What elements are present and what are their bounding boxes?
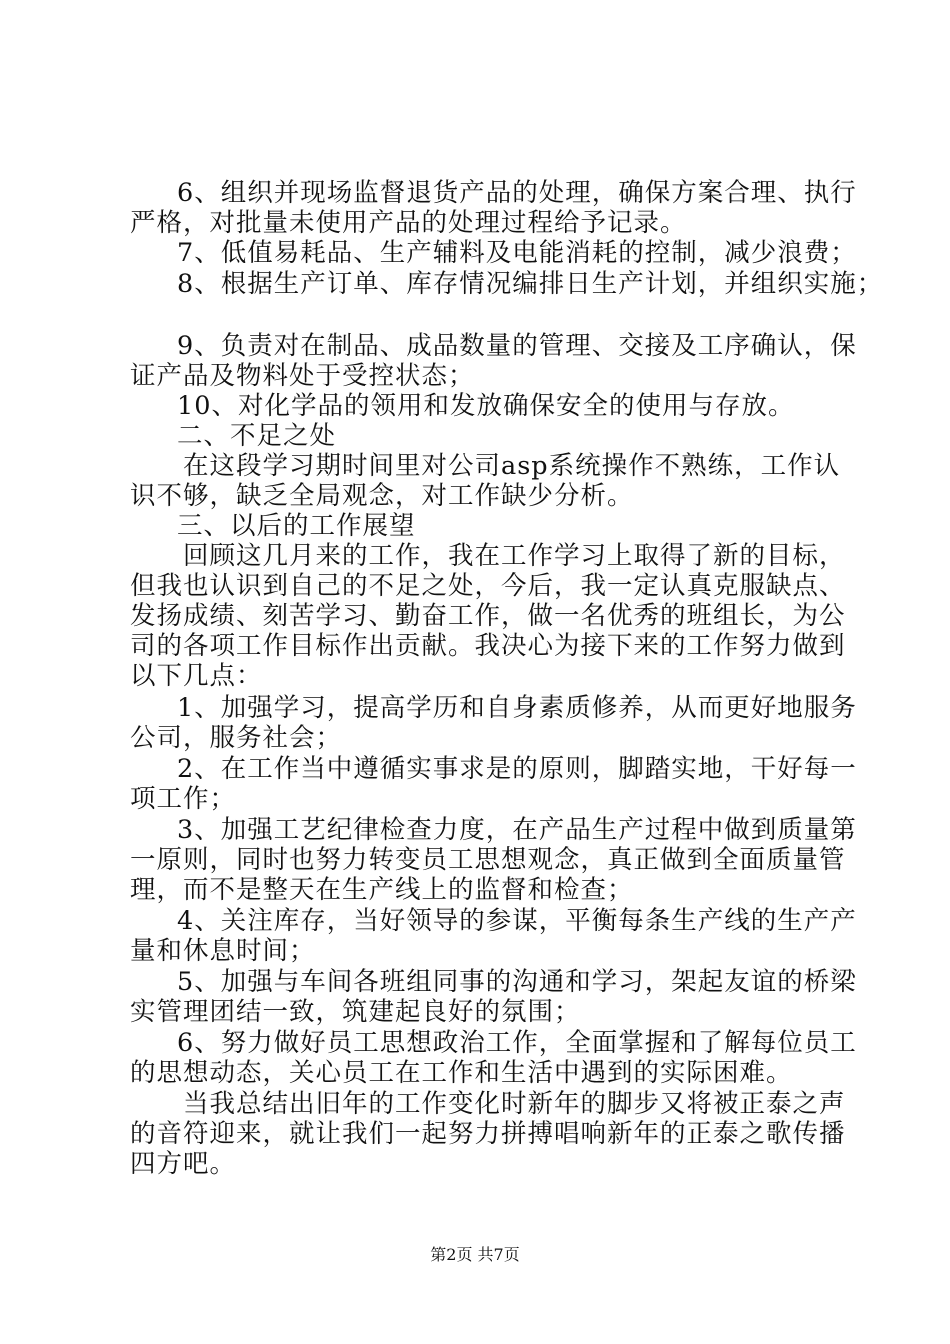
section-heading: 二、不足之处 xyxy=(177,421,337,451)
paragraph-line: 量和休息时间； xyxy=(130,936,316,966)
paragraph-line: 的音符迎来，就让我们一起努力拼搏唱响新年的正泰之歌传播 xyxy=(130,1119,846,1149)
paragraph-line: 理，而不是整天在生产线上的监督和检查； xyxy=(130,875,634,905)
section-heading: 三、以后的工作展望 xyxy=(177,511,416,541)
paragraph-line: 实管理团结一致，筑建起良好的氛围； xyxy=(130,997,581,1027)
paragraph-line: 以下几点： xyxy=(130,661,263,691)
paragraph-line: 项工作； xyxy=(130,784,237,814)
paragraph-line: 9、负责对在制品、成品数量的管理、交接及工序确认，保 xyxy=(177,331,857,361)
paragraph-line: 6、组织并现场监督退货产品的处理，确保方案合理、执行 xyxy=(177,178,857,208)
paragraph-line: 8、根据生产订单、库存情况编排日生产计划，并组织实施； xyxy=(177,269,884,299)
paragraph-line: 严格，对批量未使用产品的处理过程给予记录。 xyxy=(130,208,687,238)
paragraph-line: 2、在工作当中遵循实事求是的原则，脚踏实地，干好每一 xyxy=(177,754,857,784)
paragraph-line: 公司，服务社会； xyxy=(130,723,343,753)
paragraph-line: 但我也认识到自己的不足之处，今后，我一定认真克服缺点、 xyxy=(130,571,846,601)
paragraph-line: 司的各项工作目标作出贡献。我决心为接下来的工作努力做到 xyxy=(130,631,846,661)
paragraph-line: 7、低值易耗品、生产辅料及电能消耗的控制，减少浪费； xyxy=(177,238,857,268)
paragraph-line: 5、加强与车间各班组同事的沟通和学习，架起友谊的桥梁 xyxy=(177,967,857,997)
paragraph-line: 当我总结出旧年的工作变化时新年的脚步又将被正泰之声 xyxy=(183,1089,846,1119)
paragraph-line: 10、对化学品的领用和发放确保安全的使用与存放。 xyxy=(177,391,795,421)
paragraph-line: 4、关注库存，当好领导的参谋，平衡每条生产线的生产产 xyxy=(177,906,857,936)
paragraph-line: 3、加强工艺纪律检查力度，在产品生产过程中做到质量第 xyxy=(177,815,857,845)
paragraph-line: 识不够，缺乏全局观念，对工作缺少分析。 xyxy=(130,481,634,511)
page-footer: 第2页 共7页 xyxy=(430,1245,520,1264)
paragraph-line: 6、努力做好员工思想政治工作，全面掌握和了解每位员工 xyxy=(177,1028,857,1058)
paragraph-line: 四方吧。 xyxy=(130,1149,237,1179)
paragraph-line: 在这段学习期时间里对公司asp系统操作不熟练，工作认 xyxy=(183,451,841,481)
paragraph-line: 1、加强学习，提高学历和自身素质修养，从而更好地服务 xyxy=(177,693,857,723)
paragraph-line: 发扬成绩、刻苦学习、勤奋工作，做一名优秀的班组长，为公 xyxy=(130,601,846,631)
paragraph-line: 回顾这几月来的工作，我在工作学习上取得了新的目标， xyxy=(183,541,846,571)
paragraph-line: 证产品及物料处于受控状态； xyxy=(130,361,475,391)
paragraph-line: 的思想动态，关心员工在工作和生活中遇到的实际困难。 xyxy=(130,1058,793,1088)
paragraph-line: 一原则，同时也努力转变员工思想观念，真正做到全面质量管 xyxy=(130,845,846,875)
